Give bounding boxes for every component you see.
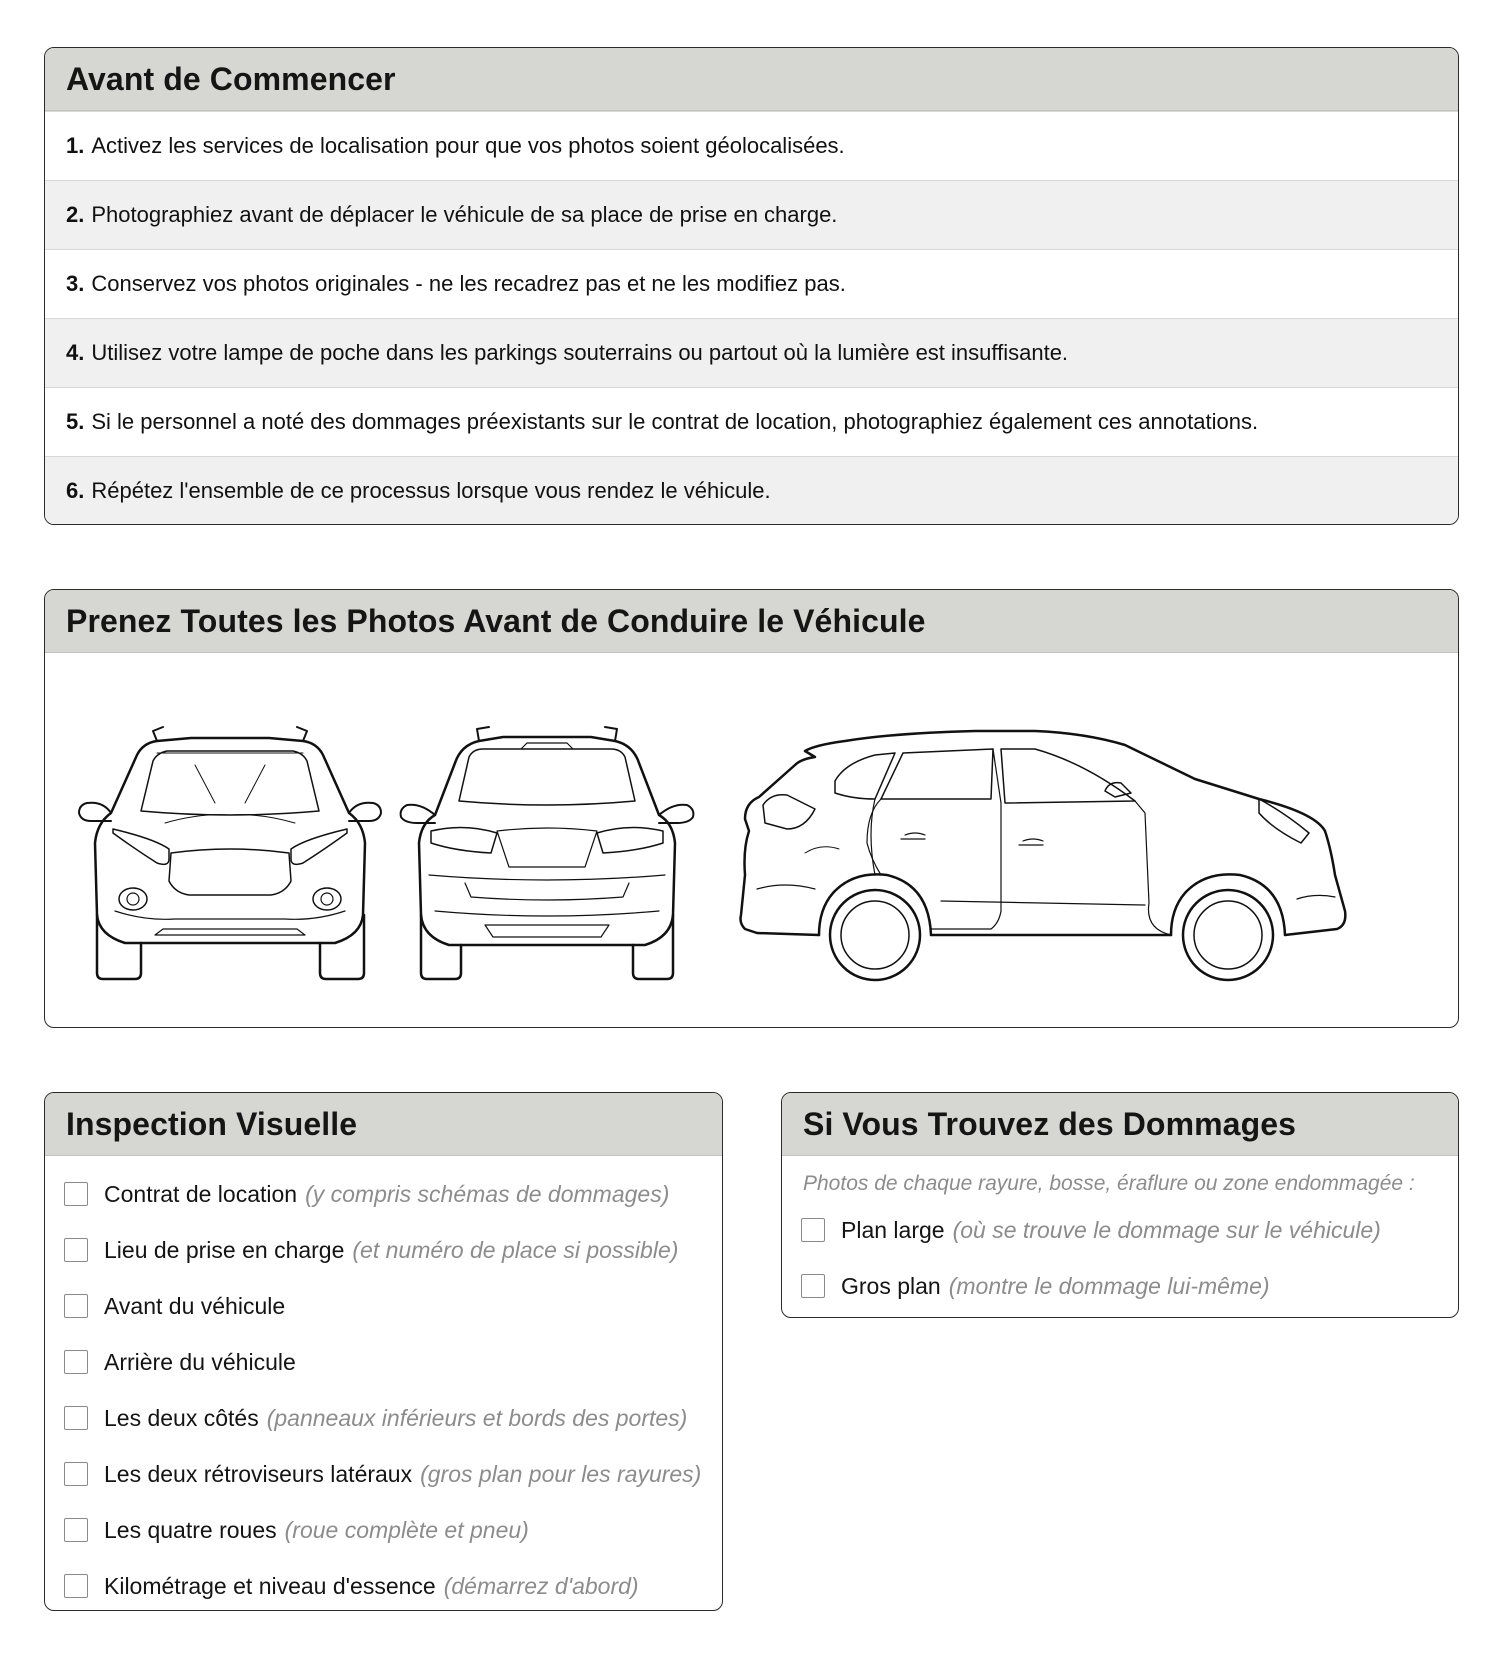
photos-title: Prenez Toutes les Photos Avant de Conduire le Véhicule [66, 602, 926, 639]
step-text: Si le personnel a noté des dommages préexistants sur le contrat de location, photographiez également ces annotations. [91, 409, 1259, 434]
before-you-start-panel [44, 47, 1459, 525]
checklist-item-label: Les quatre roues [104, 1516, 277, 1543]
checkbox[interactable] [801, 1218, 825, 1242]
step-row [45, 249, 1458, 318]
visual-inspection-title: Inspection Visuelle [66, 1105, 358, 1142]
checklist-item-note: (gros plan pour les rayures) [420, 1460, 702, 1487]
checklist-item-note: (démarrez d'abord) [443, 1572, 639, 1599]
checklist-item-note: (panneaux inférieurs et bords des portes) [266, 1404, 688, 1431]
checklist-item-label: Gros plan [841, 1272, 941, 1299]
step-number: 2. [66, 202, 85, 227]
checklist-item-note: (y compris schémas de dommages) [305, 1180, 670, 1207]
checklist-item [45, 1334, 722, 1390]
step-text: Conservez vos photos originales - ne les recadrez pas et ne les modifiez pas. [91, 271, 846, 296]
step-number: 5. [66, 409, 85, 434]
checklist-item [782, 1202, 1458, 1258]
checkbox[interactable] [64, 1574, 88, 1598]
visual-inspection-panel [44, 1092, 723, 1611]
damage-title: Si Vous Trouvez des Dommages [803, 1105, 1297, 1142]
checklist-item-note: (montre le dommage lui-même) [948, 1272, 1270, 1299]
checklist-item-label: Les deux rétroviseurs latéraux [104, 1460, 413, 1487]
checkbox[interactable] [64, 1294, 88, 1318]
checklist-item-label: Lieu de prise en charge [104, 1236, 345, 1263]
checklist-item [45, 1558, 722, 1611]
checklist-item-note: (roue complète et pneu) [284, 1516, 529, 1543]
checklist-item [45, 1222, 722, 1278]
checklist-item [45, 1166, 722, 1222]
checklist-item-label: Avant du véhicule [104, 1292, 286, 1319]
photos-panel [44, 589, 1459, 1028]
checklist-item-note: (où se trouve le dommage sur le véhicule) [952, 1216, 1381, 1243]
vehicle-diagrams [45, 653, 1458, 1027]
checklist-item [45, 1278, 722, 1334]
checklist-item [45, 1446, 722, 1502]
step-number: 4. [66, 340, 85, 365]
damage-intro: Photos de chaque rayure, bosse, éraflure ou zone endommagée : [803, 1172, 1415, 1195]
before-you-start-title: Avant de Commencer [66, 60, 396, 97]
checkbox[interactable] [64, 1518, 88, 1542]
step-row [45, 111, 1458, 180]
step-row [45, 456, 1458, 525]
step-text: Répétez l'ensemble de ce processus lorsque vous rendez le véhicule. [91, 478, 771, 503]
damage-panel [781, 1092, 1459, 1318]
checklist-item-label: Contrat de location [104, 1180, 298, 1207]
visual-inspection-header [45, 1093, 722, 1156]
checklist-item-label: Les deux côtés [104, 1404, 259, 1431]
step-number: 3. [66, 271, 85, 296]
step-number: 6. [66, 478, 85, 503]
checkbox[interactable] [801, 1274, 825, 1298]
photos-header [45, 590, 1458, 653]
car-side-view-icon [741, 731, 1346, 980]
checkbox[interactable] [64, 1406, 88, 1430]
car-rear-view-icon [401, 727, 694, 979]
step-text: Photographiez avant de déplacer le véhicule de sa place de prise en charge. [91, 202, 838, 227]
checkbox[interactable] [64, 1182, 88, 1206]
checklist-item-note: (et numéro de place si possible) [352, 1236, 679, 1263]
step-row [45, 180, 1458, 249]
step-number: 1. [66, 133, 85, 158]
checkbox[interactable] [64, 1462, 88, 1486]
checklist-item-label: Plan large [841, 1216, 945, 1243]
inspection-checklist [45, 1156, 722, 1611]
checkbox[interactable] [64, 1350, 88, 1374]
before-you-start-header [45, 48, 1458, 111]
checklist-item [45, 1502, 722, 1558]
checklist-item-label: Kilométrage et niveau d'essence [104, 1572, 436, 1599]
checklist-item [45, 1390, 722, 1446]
damage-header [782, 1093, 1458, 1156]
checklist-item [782, 1258, 1458, 1314]
step-row [45, 318, 1458, 387]
checkbox[interactable] [64, 1238, 88, 1262]
damage-checklist [782, 1202, 1458, 1314]
car-front-view-icon [79, 727, 381, 979]
step-text: Activez les services de localisation pour que vos photos soient géolocalisées. [91, 133, 845, 158]
step-row [45, 387, 1458, 456]
step-text: Utilisez votre lampe de poche dans les parkings souterrains ou partout où la lumière est insuffisante. [91, 340, 1069, 365]
checklist-item-label: Arrière du véhicule [104, 1348, 296, 1375]
